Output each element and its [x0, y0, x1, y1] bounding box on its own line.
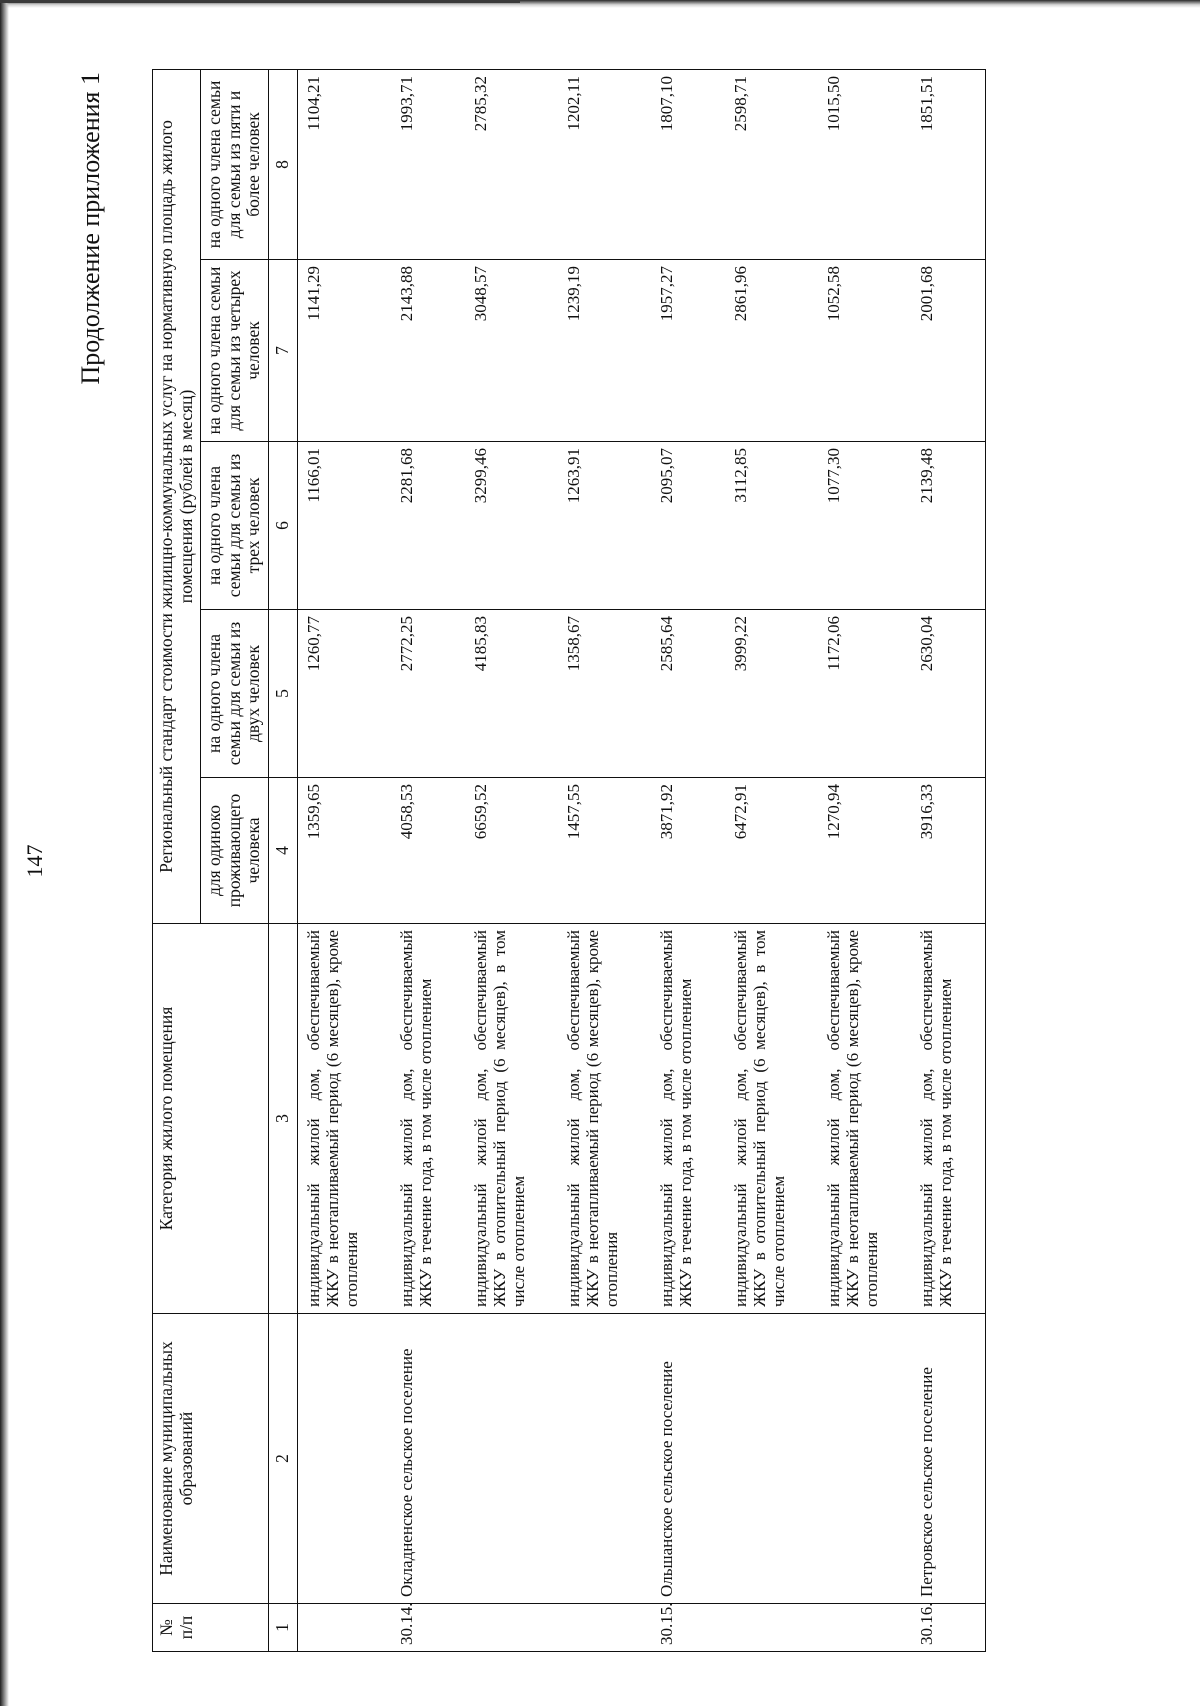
value-two: 1172,06	[818, 610, 911, 778]
row-number	[818, 1604, 911, 1652]
value-single: 1457,55	[558, 778, 651, 924]
row-number: 30.14.	[391, 1604, 465, 1652]
row-number	[465, 1604, 558, 1652]
value-three: 3112,85	[725, 442, 818, 610]
value-four: 1052,58	[818, 260, 911, 442]
table-row	[651, 69, 725, 1651]
value-two: 2585,64	[651, 610, 725, 778]
municipality-name	[558, 1314, 651, 1604]
column-number: 6	[268, 442, 297, 610]
value-five: 1104,21	[297, 69, 391, 259]
rotated-page	[22, 70, 1060, 1652]
housing-category: индивидуальный жилой дом, обеспечиваемый ЖКУ в течение года, в том числе отоплением	[391, 924, 465, 1314]
value-three: 2139,48	[911, 442, 986, 610]
col-header-four: на одного члена семьи для семьи из четырех человек	[201, 260, 269, 442]
value-four: 3048,57	[465, 260, 558, 442]
value-five: 1851,51	[911, 69, 986, 259]
value-two: 2630,04	[911, 610, 986, 778]
row-number: 30.15.	[651, 1604, 725, 1652]
municipality-name	[725, 1314, 818, 1604]
scan-shadow-left	[0, 0, 9, 1706]
housing-category: индивидуальный жилой дом, обеспечиваемый ЖКУ в отопительный период (6 месяцев), в том числе отоплением	[465, 924, 558, 1314]
value-two: 2772,25	[391, 610, 465, 778]
housing-category: индивидуальный жилой дом, обеспечиваемый ЖКУ в неотапливаемый период (6 месяцев), кроме отопления	[818, 924, 911, 1314]
table-row	[465, 69, 558, 1651]
scan-artifact-line	[0, 0, 520, 3]
table-row	[725, 69, 818, 1651]
value-single: 3916,33	[911, 778, 986, 924]
row-number	[725, 1604, 818, 1652]
value-four: 1141,29	[297, 260, 391, 442]
value-single: 4058,53	[391, 778, 465, 924]
standards-table	[152, 69, 986, 1652]
column-number: 7	[268, 260, 297, 442]
col-header-three: на одного члена семьи для семьи из трех человек	[201, 442, 269, 610]
table-row	[297, 69, 391, 1651]
value-two: 3999,22	[725, 610, 818, 778]
value-single: 6472,91	[725, 778, 818, 924]
col-header-num: № п/п	[153, 1604, 269, 1652]
col-header-name: Наименование муниципальных образований	[153, 1314, 269, 1604]
value-four: 1239,19	[558, 260, 651, 442]
value-three: 3299,46	[465, 442, 558, 610]
value-five: 1993,71	[391, 69, 465, 259]
value-three: 1166,01	[297, 442, 391, 610]
value-four: 2143,88	[391, 260, 465, 442]
col-header-single: для одиноко проживающего человека	[201, 778, 269, 924]
col-header-category: Категория жилого помещения	[153, 924, 269, 1314]
column-number: 3	[268, 924, 297, 1314]
table-row	[391, 69, 465, 1651]
municipality-name	[465, 1314, 558, 1604]
housing-category: индивидуальный жилой дом, обеспечиваемый ЖКУ в течение года, в том числе отоплением	[911, 924, 986, 1314]
value-single: 1359,65	[297, 778, 391, 924]
column-number: 4	[268, 778, 297, 924]
municipality-name	[818, 1314, 911, 1604]
housing-category: индивидуальный жилой дом, обеспечиваемый ЖКУ в неотапливаемый период (6 месяцев), кроме отопления	[297, 924, 391, 1314]
column-number-row	[268, 69, 297, 1651]
value-three: 2281,68	[391, 442, 465, 610]
column-number: 8	[268, 69, 297, 259]
value-four: 2001,68	[911, 260, 986, 442]
value-five: 2785,32	[465, 69, 558, 259]
value-five: 1807,10	[651, 69, 725, 259]
col-header-five: на одного члена семьи для семьи из пяти и более человек	[201, 69, 269, 259]
value-two: 4185,83	[465, 610, 558, 778]
value-single: 6659,52	[465, 778, 558, 924]
value-two: 1358,67	[558, 610, 651, 778]
column-number: 1	[268, 1604, 297, 1652]
value-three: 1263,91	[558, 442, 651, 610]
value-three: 2095,07	[651, 442, 725, 610]
table-row	[818, 69, 911, 1651]
value-three: 1077,30	[818, 442, 911, 610]
header-row-1	[153, 69, 201, 1651]
housing-category: индивидуальный жилой дом, обеспечиваемый ЖКУ в течение года, в том числе отоплением	[651, 924, 725, 1314]
row-number	[558, 1604, 651, 1652]
value-five: 1202,11	[558, 69, 651, 259]
housing-category: индивидуальный жилой дом, обеспечиваемый ЖКУ в отопительный период (6 месяцев), в том числе отоплением	[725, 924, 818, 1314]
table-row	[911, 69, 986, 1651]
row-number: 30.16.	[911, 1604, 986, 1652]
value-four: 2861,96	[725, 260, 818, 442]
municipality-name: Петровское сельское поселение	[911, 1314, 986, 1604]
value-five: 2598,71	[725, 69, 818, 259]
col-header-group: Региональный стандарт стоимости жилищно-коммунальных услуг на нормативную площадь жилого помещения (рублей в месяц)	[153, 69, 201, 923]
continuation-title: Продолжение приложения 1	[76, 72, 105, 385]
value-single: 1270,94	[818, 778, 911, 924]
municipality-name	[297, 1314, 391, 1604]
housing-category: индивидуальный жилой дом, обеспечиваемый ЖКУ в неотапливаемый период (6 месяцев), кроме отопления	[558, 924, 651, 1314]
row-number	[297, 1604, 391, 1652]
value-five: 1015,50	[818, 69, 911, 259]
value-four: 1957,27	[651, 260, 725, 442]
municipality-name: Ольшанское сельское поселение	[651, 1314, 725, 1604]
col-header-two: на одного члена семьи для семьи из двух человек	[201, 610, 269, 778]
page-number: 147	[22, 844, 47, 878]
table-row	[558, 69, 651, 1651]
value-two: 1260,77	[297, 610, 391, 778]
municipality-name: Окладненское сельское поселение	[391, 1314, 465, 1604]
column-number: 2	[268, 1314, 297, 1604]
value-single: 3871,92	[651, 778, 725, 924]
column-number: 5	[268, 610, 297, 778]
